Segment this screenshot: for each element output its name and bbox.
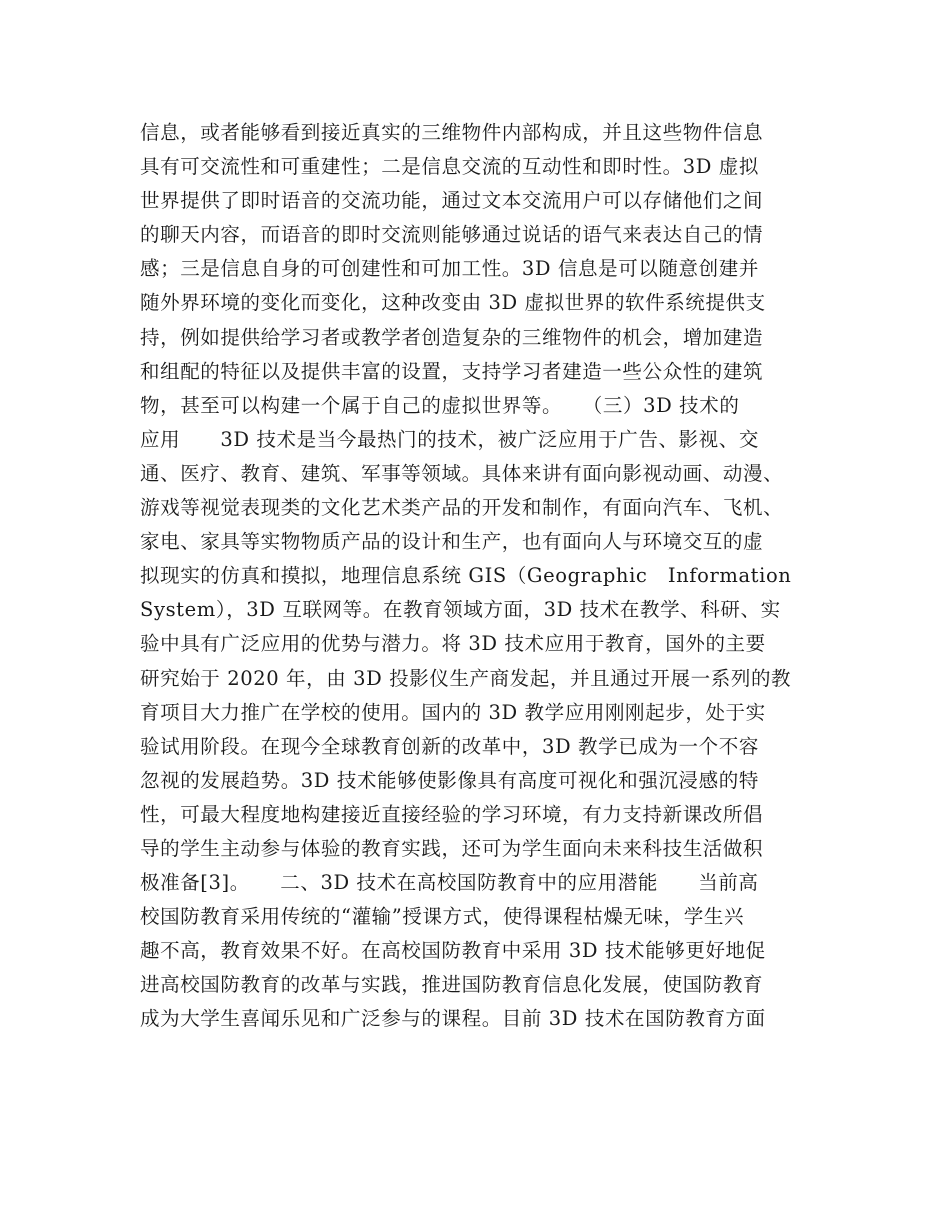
text-line: 随外界环境的变化而变化，这种改变由 3D 虚拟世界的软件系统提供支 (140, 291, 766, 315)
text-line: 研究始于 2020 年，由 3D 投影仪生产商发起，并且通过开展一系列的教 (140, 666, 792, 690)
text-line: 育项目大力推广在学校的使用。国内的 3D 教学应用刚刚起步，处于实 (140, 700, 766, 724)
text-line: 通、医疗、教育、建筑、军事等领域。具体来讲有面向影视动画、动漫、 (140, 461, 784, 485)
text-line: 感；三是信息自身的可创建性和可加工性。3D 信息是可以随意创建并 (140, 257, 759, 281)
text-line: 趣不高，教育效果不好。在高校国防教育中采用 3D 技术能够更好地促 (140, 939, 766, 963)
text-line: 的聊天内容，而语音的即时交流则能够通过说话的语气来表达自己的情 (140, 223, 764, 247)
text-line: 验试用阶段。在现今全球教育创新的改革中，3D 教学已成为一个不容 (140, 734, 759, 758)
text-line: 忽视的发展趋势。3D 技术能够使影像具有高度可视化和强沉浸感的特 (140, 768, 759, 792)
text-line: 持，例如提供给学习者或教学者创造复杂的三维物件的机会，增加建造 (140, 325, 764, 349)
text-line: 信息，或者能够看到接近真实的三维物件内部构成，并且这些物件信息 (140, 121, 764, 144)
text-line: 验中具有广泛应用的优势与潜力。将 3D 技术应用于教育，国外的主要 (140, 632, 766, 656)
text-line: 游戏等视觉表现类的文化艺术类产品的开发和制作，有面向汽车、飞机、 (140, 496, 784, 520)
text-line: 极准备[3]。 二、3D 技术在高校国防教育中的应用潜能 当前高 (140, 871, 759, 895)
text-line: 应用 3D 技术是当今最热门的技术，被广泛应用于广告、影视、交 (140, 427, 759, 451)
text-line: 物，甚至可以构建一个属于自己的虚拟世界等。 （三）3D 技术的 (140, 393, 740, 417)
body-text (140, 116, 820, 1037)
text-line: 性，可最大程度地构建接近直接经验的学习环境，有力支持新课改所倡 (140, 802, 764, 826)
text-line: 校国防教育采用传统的“灌输”授课方式，使得课程枯燥无味，学生兴 (140, 905, 745, 929)
text-line: 成为大学生喜闻乐见和广泛参与的课程。目前 3D 技术在国防教育方面 (140, 1007, 766, 1031)
text-line: 拟现实的仿真和摸拟，地理信息系统 GIS（Geographic Information (140, 564, 792, 588)
text-line: System），3D 互联网等。在教育领域方面，3D 技术在教学、科研、实 (140, 598, 781, 622)
text-line: 世界提供了即时语音的交流功能，通过文本交流用户可以存储他们之间 (140, 189, 764, 213)
text-line: 进高校国防教育的改革与实践，推进国防教育信息化发展，使国防教育 (140, 973, 764, 997)
text-line: 和组配的特征以及提供丰富的设置，支持学习者建造一些公众性的建筑 (140, 359, 764, 383)
text-line: 导的学生主动参与体验的教育实践，还可为学生面向未来科技生活做积 (140, 836, 764, 860)
text-line: 家电、家具等实物物质产品的设计和生产，也有面向人与环境交互的虚 (140, 530, 764, 554)
text-line: 具有可交流性和可重建性；二是信息交流的互动性和即时性。3D 虚拟 (140, 155, 759, 179)
